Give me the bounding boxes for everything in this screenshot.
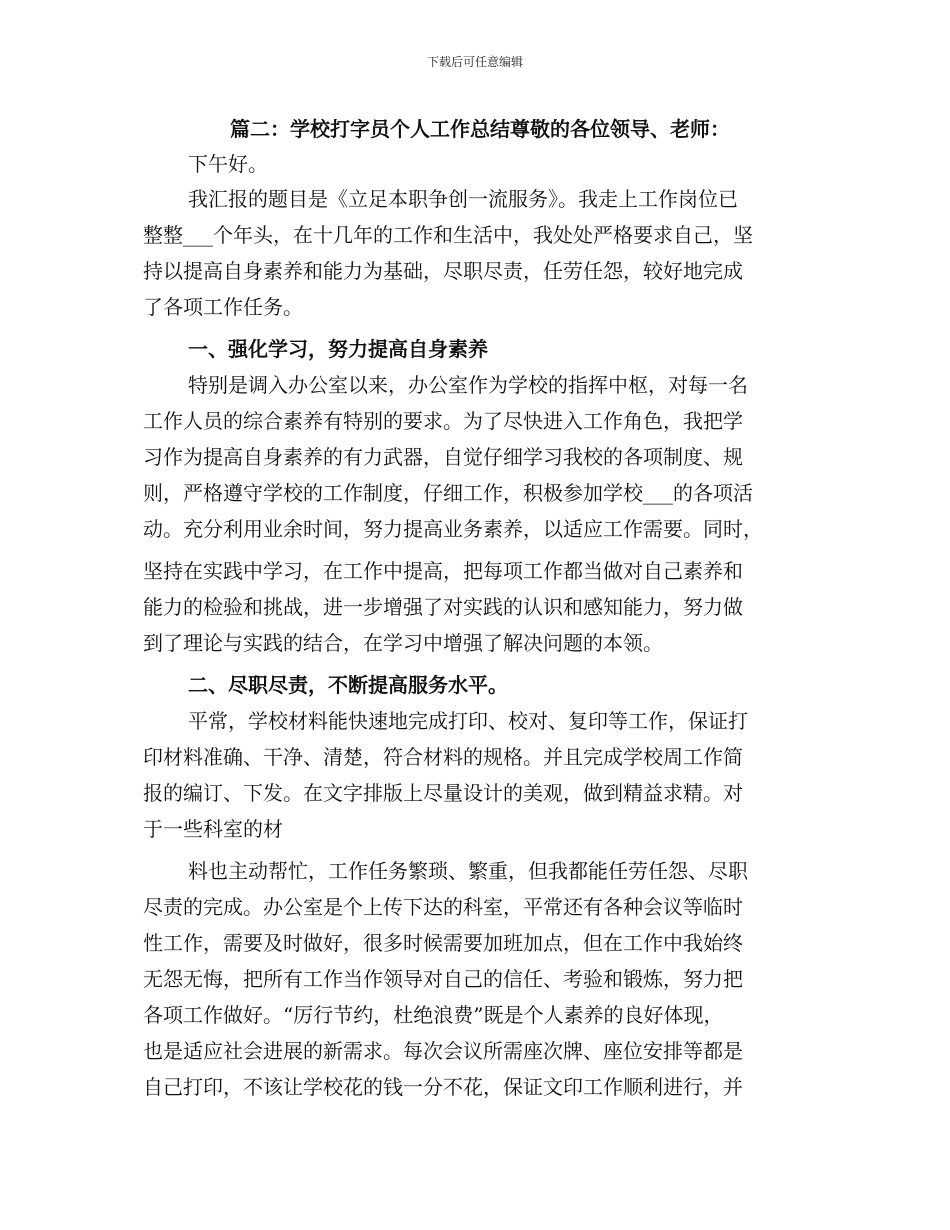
- paragraph-line: 无怨无悔，把所有工作当作领导对自己的信任、考验和锻炼，努力把: [143, 967, 743, 991]
- page-header-note: 下载后可任意编辑: [426, 55, 523, 69]
- paragraph-line: 持以提高自身素养和能力为基础，尽职尽责，任劳任怨，较好地完成: [143, 259, 743, 283]
- paragraph-line: 尽责的完成。办公室是个上传下达的科室，平常还有各种会议等临时: [143, 895, 743, 919]
- paragraph-line: 能力的检验和挑战，进一步增强了对实践的认识和感知能力，努力做: [143, 595, 743, 619]
- paragraph-line: 印材料准确、干净、清楚，符合材料的规格。并且完成学校周工作简: [143, 745, 743, 769]
- paragraph-line: 自己打印，不该让学校花的钱一分不花，保证文印工作顺利进行，并: [143, 1075, 743, 1099]
- paragraph-line: 特别是调入办公室以来，办公室作为学校的指挥中枢，对每一名: [188, 373, 748, 397]
- paragraph-line: 我汇报的题目是《立足本职争创一流服务》。我走上工作岗位已: [188, 187, 738, 211]
- section-heading-2: 二、尽职尽责，不断提高服务水平。: [188, 673, 508, 697]
- paragraph-line: 各项工作做好。“厉行节约，杜绝浪费”既是个人素养的良好体现，: [143, 1003, 724, 1027]
- paragraph-line: 平常，学校材料能快速地完成打印、校对、复印等工作，保证打: [188, 709, 748, 733]
- paragraph-line: 了各项工作任务。: [143, 295, 303, 319]
- paragraph-line: 于一些科室的材: [143, 817, 283, 841]
- section-heading-1: 一、强化学习，努力提高自身素养: [188, 337, 488, 361]
- paragraph-line: 工作人员的综合素养有特别的要求。为了尽快进入工作角色，我把学: [143, 409, 743, 433]
- paragraph-line: 整整___个年头，在十几年的工作和生活中，我处处严格要求自己，坚: [143, 223, 753, 247]
- paragraph-line: 则，严格遵守学校的工作制度，仔细工作，积极参加学校___的各项活: [143, 481, 753, 505]
- paragraph-line: 也是适应社会进展的新需求。每次会议所需座次牌、座位安排等都是: [143, 1039, 743, 1063]
- greeting-line: 下午好。: [188, 152, 268, 176]
- document-title: 篇二：学校打字员个人工作总结尊敬的各位领导、老师：: [230, 117, 730, 141]
- paragraph-line: 报的编订、下发。在文字排版上尽量设计的美观，做到精益求精。对: [143, 781, 743, 805]
- paragraph-line: 坚持在实践中学习，在工作中提高，把每项工作都当做对自己素养和: [143, 559, 743, 583]
- paragraph-line: 性工作，需要及时做好，很多时候需要加班加点，但在工作中我始终: [143, 931, 743, 955]
- paragraph-line: 习作为提高自身素养的有力武器，自觉仔细学习我校的各项制度、规: [143, 445, 743, 469]
- paragraph-line: 动。充分利用业余时间，努力提高业务素养，以适应工作需要。同时，: [143, 517, 763, 541]
- paragraph-line: 料也主动帮忙，工作任务繁琐、繁重，但我都能任劳任怨、尽职: [188, 859, 748, 883]
- paragraph-line: 到了理论与实践的结合，在学习中增强了解决问题的本领。: [143, 631, 663, 655]
